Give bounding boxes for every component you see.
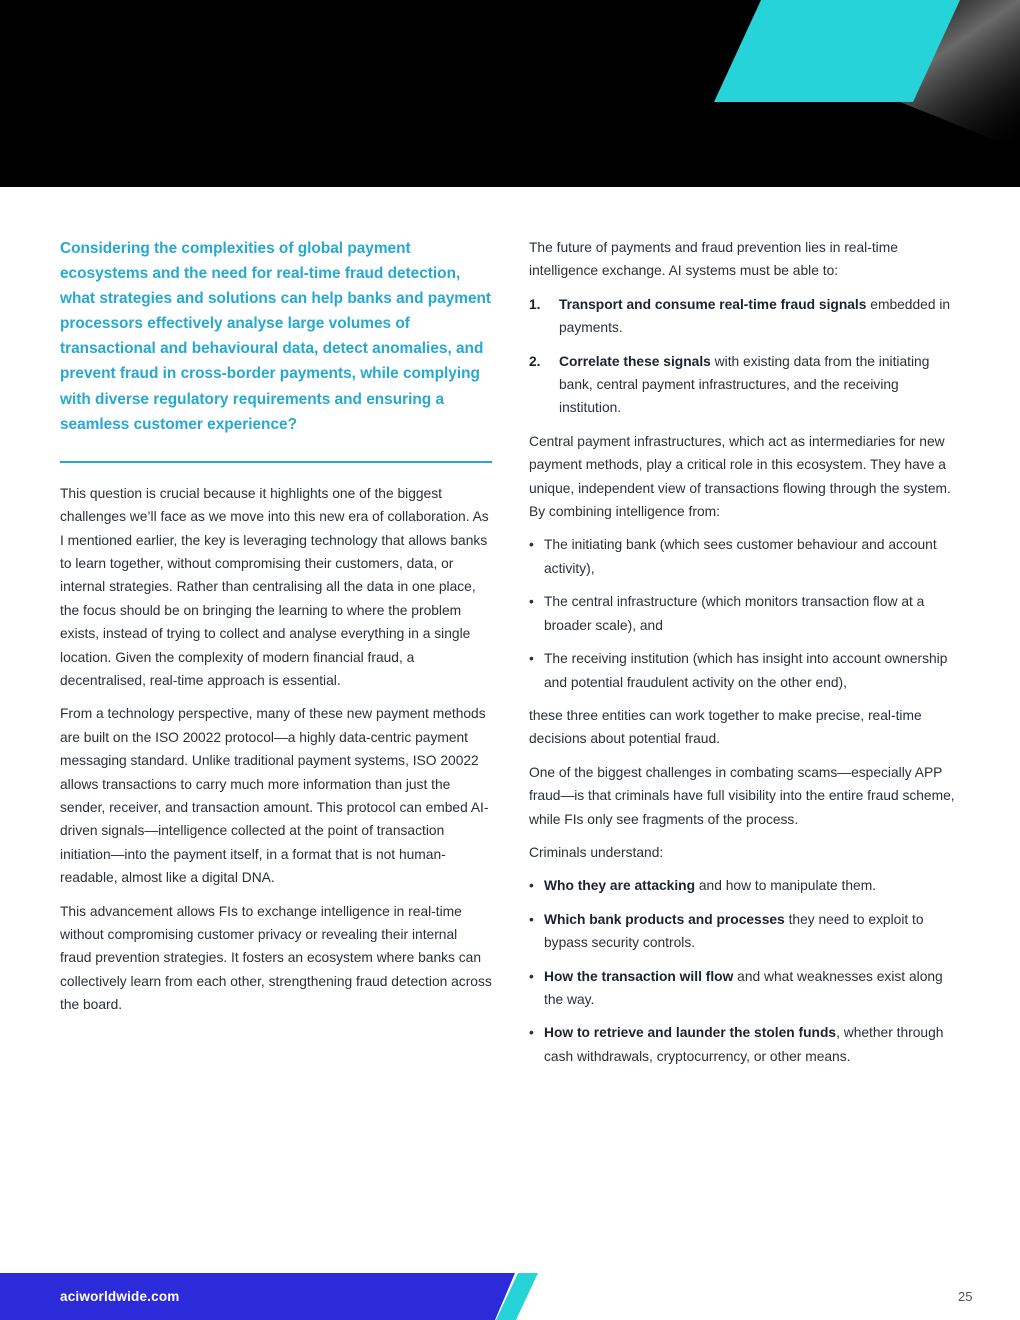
bullet-icon: • <box>529 651 534 667</box>
header-graphic <box>0 0 1020 187</box>
list-item <box>529 965 957 1012</box>
list-item-text: and how to manipulate them. <box>695 878 877 894</box>
list-item <box>529 874 957 897</box>
bullet-icon: • <box>529 911 534 927</box>
paragraph: Central payment infrastructures, which act as intermediaries for new payment methods, play a critical role in this ecosystem. They have a unique, independent view of transactions flowing through the system. By combining intelligence from: <box>529 433 951 520</box>
bullet-icon: • <box>529 1025 534 1041</box>
page-number: 25 <box>958 1289 973 1304</box>
right-column <box>529 236 957 1078</box>
left-column <box>60 236 492 1027</box>
divider-rule <box>60 461 492 463</box>
list-item <box>529 647 957 694</box>
numbered-list <box>529 293 957 420</box>
bullet-icon: • <box>529 878 534 894</box>
list-item-text: The receiving institution (which has insight into account ownership and potential fraudulent activity on the other end), <box>544 651 948 690</box>
list-item-text: with existing data from the initiating bank, central payment infrastructures, and the receiving institution. <box>559 353 930 416</box>
list-item-bold: Transport and consume real-time fraud signals <box>559 296 867 312</box>
list-item <box>529 350 957 420</box>
list-item <box>529 590 957 637</box>
paragraph: From a technology perspective, many of these new payment methods are built on the ISO 20022 protocol—a highly data-centric payment messaging standard. Unlike traditional payment systems, ISO 20022 allows transactions to carry much more information than just the sender, receiver, and transaction amount. This protocol can embed AI-driven signals—intelligence collected at the point of transaction initiation—into the payment itself, in a format that is not human-readable, almost like a digital DNA. <box>60 706 489 886</box>
paragraph: This advancement allows FIs to exchange intelligence in real-time without compromising customer privacy or revealing their internal fraud prevention strategies. It fosters an ecosystem where banks can collectively learn from each other, strengthening fraud detection across the board. <box>60 903 492 1013</box>
list-item-text: and what weaknesses exist along the way. <box>544 968 943 1007</box>
list-item <box>529 908 957 955</box>
paragraph: Criminals understand: <box>529 844 664 860</box>
list-number: 2. <box>529 353 541 369</box>
list-item-text: The initiating bank (which sees customer behaviour and account activity), <box>544 537 937 576</box>
list-item-bold: How to retrieve and launder the stolen funds <box>544 1025 837 1041</box>
bullet-list <box>529 874 957 1068</box>
list-item-bold: Correlate these signals <box>559 353 711 369</box>
bullet-icon: • <box>529 968 534 984</box>
list-item-text: they need to exploit to bypass security controls. <box>544 911 924 951</box>
list-item <box>529 533 957 580</box>
list-item-text: , whether through cash withdrawals, cryptocurrency, or other means. <box>544 1025 944 1064</box>
intro-paragraph: The future of payments and fraud prevention lies in real-time intelligence exchange. AI systems must be able to: <box>529 240 898 279</box>
list-item <box>529 1021 957 1068</box>
list-item <box>529 293 957 340</box>
list-item-text: embedded in payments. <box>559 296 951 336</box>
bullet-icon: • <box>529 594 534 610</box>
footer-website-link[interactable]: aciworldwide.com <box>60 1289 180 1304</box>
paragraph: This question is crucial because it highlights one of the biggest challenges we’ll face as we move into this new era of collaboration. As I mentioned earlier, the key is leveraging technology that allows banks to learn together, without compromising their customers, data, or internal strategies. Rather than centralising all the data in one place, the focus should be on bringing the learning to where the problem exists, instead of trying to collect and analyse everything in a single location. Given the complexity of modern financial fraud, a decentralised, real-time approach is essential. <box>60 485 489 688</box>
paragraph: these three entities can work together to make precise, real-time decisions about potential fraud. <box>529 707 922 747</box>
list-item-bold: How the transaction will flow <box>544 968 734 984</box>
list-item-bold: Who they are attacking <box>544 878 696 894</box>
bullet-list <box>529 533 957 693</box>
bullet-icon: • <box>529 537 534 553</box>
paragraph: One of the biggest challenges in combating scams—especially APP fraud—is that criminals have full visibility into the entire fraud scheme, while FIs only see fragments of the process. <box>529 764 955 827</box>
list-item-text: The central infrastructure (which monitors transaction flow at a broader scale), and <box>544 594 925 633</box>
list-item-bold: Which bank products and processes <box>544 911 785 927</box>
list-number: 1. <box>529 296 541 312</box>
header-banner <box>0 0 1020 187</box>
pull-question: Considering the complexities of global payment ecosystems and the need for real-time fraud detection, what strategies and solutions can help banks and payment processors effectively analyse large volumes of transactional and behavioural data, detect anomalies, and prevent fraud in cross-border payments, while complying with diverse regulatory requirements and ensuring a seamless customer experience? <box>60 240 492 433</box>
